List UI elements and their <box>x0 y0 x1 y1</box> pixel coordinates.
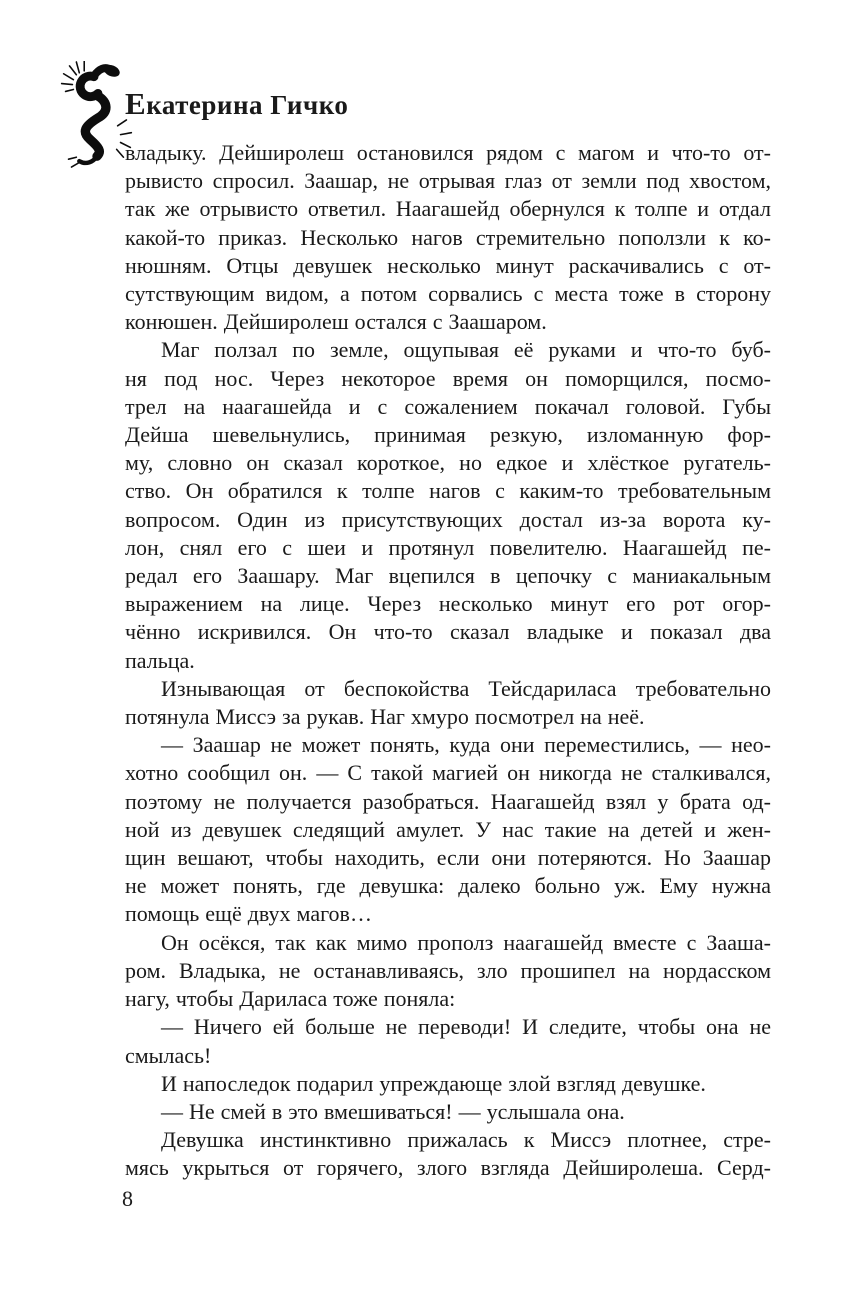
paragraph-1 <box>125 139 771 336</box>
text-line: так же отрывисто ответил. Наагашейд обернулся к толпе и отдал <box>125 196 771 222</box>
text-line: Девушка инстинктивно прижалась к Миссэ плотнее, стре- <box>161 1127 771 1153</box>
text-line: трел на наагашейда и с сожалением покачал головой. Губы <box>125 393 771 419</box>
text-line: нагу, чтобы Дариласа тоже поняла: <box>125 986 456 1012</box>
author-name: Екатерина Гичко <box>125 86 349 121</box>
text-line: помощь ещё двух магов… <box>125 901 372 927</box>
text-line: ство. Он обратился к толпе нагов с каким-то требовательным <box>125 478 771 504</box>
text-line: хотно сообщил он. — С такой магией он никогда не сталкивался, <box>125 760 771 786</box>
page-text <box>125 139 771 1183</box>
text-line: владыку. Дейширолеш остановился рядом с магом и что-то от- <box>125 140 771 165</box>
text-line: лон, снял его с шеи и протянул повелителю. Наагашейд пе- <box>125 534 771 560</box>
text-line: ня под нос. Через некоторое время он поморщился, посмо- <box>125 365 771 391</box>
text-line: му, словно он сказал короткое, но едкое и хлёсткое ругатель- <box>125 450 771 476</box>
text-line: пальца. <box>125 647 195 673</box>
text-line: Он осёкся, так как мимо прополз наагашейд вместе с Зааша- <box>161 929 771 955</box>
page-number: 8 <box>122 1186 133 1211</box>
paragraph-6 <box>125 1013 771 1069</box>
text-line: вопросом. Один из присутствующих достал из-за ворота ку- <box>125 506 771 532</box>
text-line: рывисто спросил. Заашар, не отрывая глаз от земли под хвостом, <box>125 168 771 194</box>
text-line: — Ничего ей больше не переводи! И следите, чтобы она не <box>161 1014 771 1040</box>
paragraph-4 <box>125 731 771 928</box>
text-line: нюшням. Отцы девушек несколько минут раскачивались с от- <box>125 252 771 278</box>
paragraph-5 <box>125 929 771 1014</box>
text-line: И напоследок подарил упреждающе злой взгляд девушке. <box>161 1070 706 1096</box>
paragraph-3 <box>125 675 771 731</box>
text-line: редал его Заашару. Маг вцепился в цепочку с маниакальным <box>125 563 771 589</box>
paragraph-7 <box>125 1070 771 1098</box>
text-line: конюшен. Дейширолеш остался с Заашаром. <box>125 309 547 335</box>
text-line: выражением на лице. Через несколько минут его рот огор- <box>125 591 771 617</box>
text-line: Маг ползал по земле, ощупывая её руками и что-то буб- <box>161 337 771 363</box>
text-line: — Не смей в это вмешиваться! — услышала она. <box>161 1098 625 1124</box>
text-line: сутствующим видом, а потом сорвались с места тоже в сторону <box>125 281 771 307</box>
text-line: щин вешают, чтобы находить, если они потеряются. Но Заашар <box>125 845 771 871</box>
paragraph-9 <box>125 1126 771 1182</box>
text-line: — Заашар не может понять, куда они переместились, — нео- <box>161 732 771 758</box>
text-line: поэтому не получается разобраться. Наагашейд взял у брата од- <box>125 788 771 814</box>
text-line: не может понять, где девушка: далеко больно уж. Ему нужна <box>125 873 771 899</box>
text-line: ром. Владыка, не останавливаясь, зло прошипел на нордасском <box>125 957 771 983</box>
paragraph-8 <box>125 1098 771 1126</box>
text-line: ной из девушек следящий амулет. У нас такие на детей и жен- <box>125 816 771 842</box>
text-line: мясь укрыться от горячего, злого взгляда Дейширолеша. Серд- <box>125 1155 771 1181</box>
text-line: чённо искривился. Он что-то сказал владыке и показал два <box>125 619 771 645</box>
text-line: потянула Миссэ за рукав. Наг хмуро посмотрел на неё. <box>125 704 645 730</box>
text-line: Изнывающая от беспокойства Тейсдариласа требовательно <box>161 675 771 701</box>
paragraph-2 <box>125 336 771 674</box>
text-line: смылась! <box>125 1042 212 1068</box>
text-line: какой-то приказ. Несколько нагов стремительно поползли к ко- <box>125 224 771 250</box>
snake-ornament-icon <box>56 61 136 169</box>
text-line: Дейша шевельнулись, принимая резкую, изломанную фор- <box>125 422 771 448</box>
